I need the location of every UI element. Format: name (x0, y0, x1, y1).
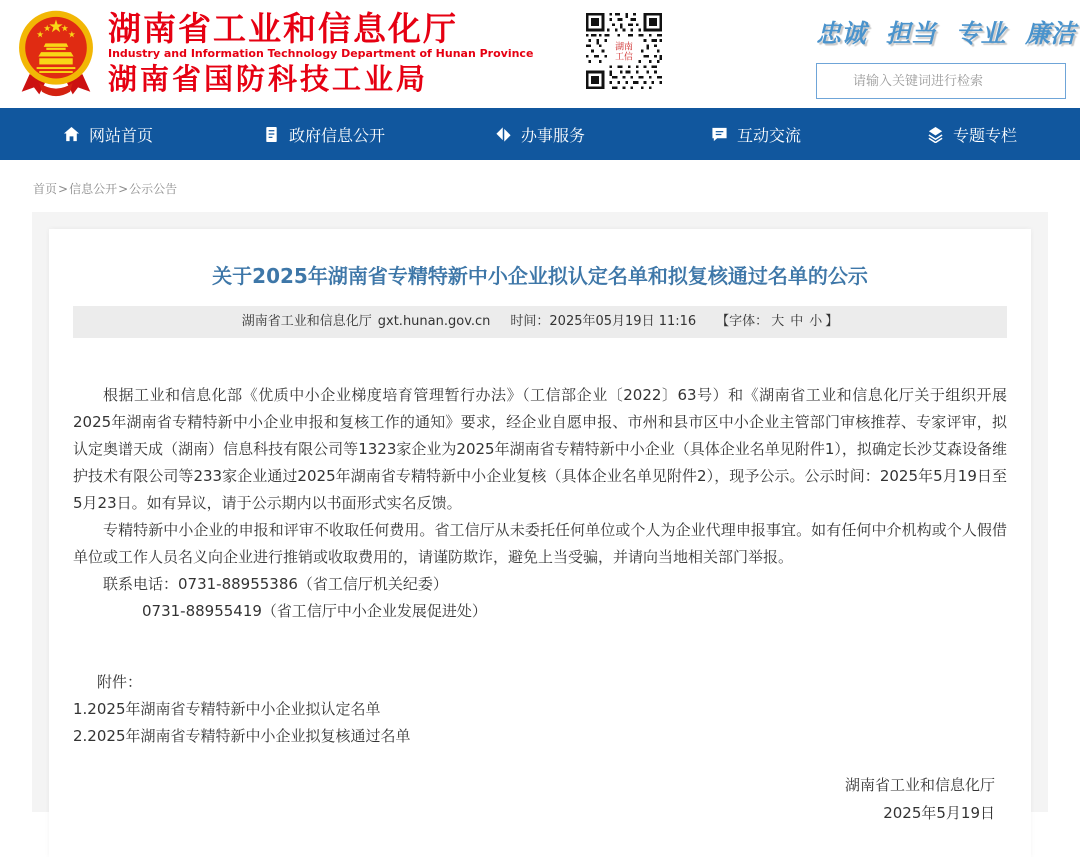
breadcrumb-home[interactable]: 首页 (33, 182, 58, 196)
contact-phone-line-2: 0731-88955419（省工信厅中小企业发展促进处） (142, 602, 487, 620)
org-names (108, 10, 533, 97)
meta-publish-time: 时间：2025年05月19日 11:16 (510, 314, 697, 329)
nav-item-interaction[interactable] (648, 108, 864, 160)
article-meta-bar (73, 306, 1007, 338)
nav-item-home[interactable] (0, 108, 216, 160)
article-body (73, 382, 1007, 827)
search-box (816, 63, 1066, 99)
document-icon (263, 126, 280, 143)
article-paragraph: 专精特新中小企业的申报和评审不收取任何费用。省工信厅从未委托任何单位或个人为企业代理申报事宜。如有任何中介机构或个人假借单位或工作人员名义向企业进行推销或收取费用的，请谨防欺诈，避免上当受骗，并请向当地相关部门举报。 (73, 521, 1007, 566)
layers-icon (927, 126, 944, 143)
qr-code (586, 13, 662, 89)
nav-item-label: 专题专栏 (952, 125, 1017, 145)
nav-item-gov-info[interactable] (216, 108, 432, 160)
signature-block (73, 771, 1007, 827)
slogan-word: 廉洁 (1025, 19, 1076, 48)
meta-source: 湖南省工业和信息化厅 (241, 314, 372, 329)
meta-font-label-close: 】 (825, 314, 839, 329)
qr-center-label-1: 湖南 (615, 42, 633, 53)
attachment-link-2[interactable]: 2.2025年湖南省专精特新中小企业拟复核通过名单 (73, 727, 411, 745)
org-name-cn-2: 湖南省国防科技工业局 (108, 62, 429, 97)
font-size-small-button[interactable]: 小 (809, 314, 823, 329)
slogan-word: 担当 (885, 19, 936, 48)
meta-source-url: gxt.hunan.gov.cn (377, 314, 491, 329)
chat-icon (711, 126, 728, 143)
nav-item-services[interactable] (432, 108, 648, 160)
nav-item-topics[interactable] (864, 108, 1080, 160)
signature-org: 湖南省工业和信息化厅 (844, 776, 995, 794)
attachments-label: 附件： (97, 673, 143, 691)
article-card (49, 229, 1031, 857)
font-size-large-button[interactable]: 大 (771, 314, 785, 329)
signature-date: 2025年5月19日 (883, 804, 995, 822)
breadcrumb (33, 180, 1080, 197)
org-name-cn: 湖南省工业和信息化厅 (108, 8, 458, 48)
slogan-word: 忠诚 (816, 19, 867, 48)
contact-phone-line-1: 联系电话：0731-88955386（省工信厅机关纪委） (103, 575, 448, 593)
breadcrumb-separator: > (118, 182, 129, 196)
slogan-word: 专业 (955, 19, 1006, 48)
attachment-link-1[interactable]: 1.2025年湖南省专精特新中小企业拟认定名单 (73, 700, 381, 718)
services-icon (495, 126, 512, 143)
site-header (0, 0, 1080, 108)
qr-center-label-2: 工信 (615, 52, 633, 63)
header-right (816, 14, 1076, 99)
nav-item-label: 网站首页 (88, 125, 153, 145)
attachments-section (73, 669, 1007, 750)
slogan (816, 14, 1076, 50)
national-emblem-icon (12, 6, 100, 100)
nav-item-label: 政府信息公开 (288, 125, 385, 145)
content-wrapper (32, 212, 1048, 822)
font-size-medium-button[interactable]: 中 (790, 314, 804, 329)
breadcrumb-separator: > (58, 182, 69, 196)
home-icon (63, 126, 80, 143)
meta-font-label: 【字体： (716, 314, 769, 329)
breadcrumb-info-disclosure[interactable]: 信息公开 (69, 182, 118, 196)
search-input[interactable] (817, 64, 1065, 98)
nav-item-label: 互动交流 (736, 125, 801, 145)
main-nav (0, 108, 1080, 160)
article-paragraph: 根据工业和信息化部《优质中小企业梯度培育管理暂行办法》（工信部企业〔2022〕63号）和《湖南省工业和信息化厅关于组织开展2025年湖南省专精特新中小企业申报和复核工作的通知》要求，经企业自愿申报、市州和县市区中小企业主管部门审核推荐、专家评审，拟认定奥谱天成（湖南）信息科技有限公司等1323家企业为2025年湖南省专精特新中小企业（具体企业名单见附件1），拟确定长沙艾森设备维护技术有限公司等233家企业通过2025年湖南省专精特新中小企业复核（具体企业名单见附件2），现予公示。公示时间：2025年5月19日至5月23日。如有异议，请于公示期内以书面形式实名反馈。 (73, 386, 1007, 512)
breadcrumb-public-notices[interactable]: 公示公告 (129, 182, 178, 196)
page-title: 关于2025年湖南省专精特新中小企业拟认定名单和拟复核通过名单的公示 (212, 264, 868, 288)
org-name-en: Industry and Information Technology Department of Hunan Province (108, 47, 534, 61)
site-logo[interactable] (12, 6, 533, 100)
nav-item-label: 办事服务 (520, 125, 585, 145)
